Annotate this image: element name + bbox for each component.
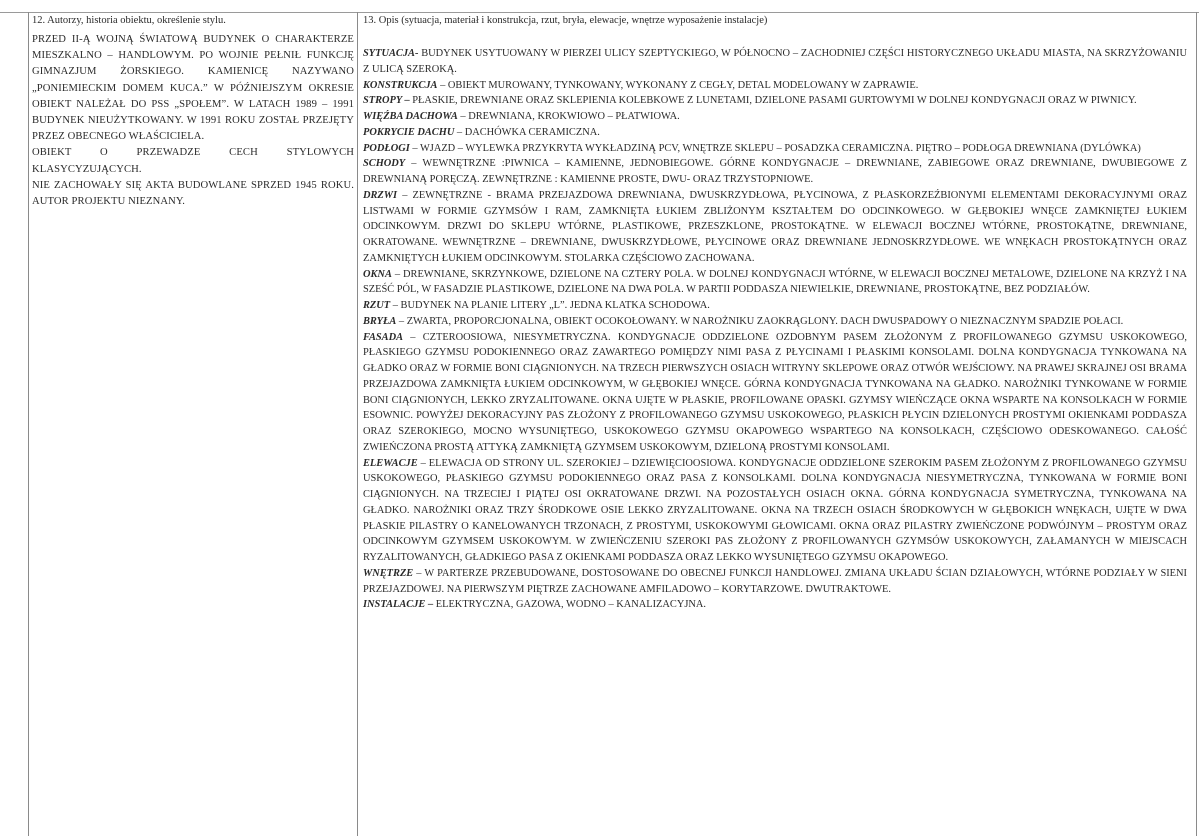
section-pokrycie-dachu (363, 125, 1187, 141)
section-podlogi (363, 141, 1187, 157)
section-label: WNĘTRZE (363, 567, 414, 579)
table-top-border (0, 12, 1199, 13)
style-paragraph: OBIEKT O PRZEWADZE CECH STYLOWYCH KLASYCYZUJĄCYCH. (32, 147, 354, 175)
section-text: – BUDYNEK NA PLANIE LITERY „L”. JEDNA KLATKA SCHODOWA. (390, 300, 710, 311)
section-text: ELEKTRYCZNA, GAZOWA, WODNO – KANALIZACYJNA. (433, 599, 706, 611)
section-text: – CZTEROOSIOWA, NIESYMETRYCZNA. KONDYGNACJE ODDZIELONE OZDOBNYM PASEM ZŁOŻONYM Z PROFILOWANEGO GZYMSU USKOKOWEGO, PŁASKIEGO GZYMSU PODOKIENNEGO ORAZ ZAWARTEGO POMIĘDZY NIMI PASA Z PŁYCINAMI I PŁASKIMI KONSOLAMI. DOLNA KONDYGNACJA TYNKOWANA NA GŁADKO ORAZ W FORMIE BONI CIĄGNIONYCH. NA TRZECH PIERWSZYCH OSIACH WITRYNY SKLEPOWE ORAZ OTWÓR WEJŚCIOWY. NA PRAWEJ SKRAJNEJ OSI BRAMA PRZEJAZDOWA ZAMKNIĘTA ŁUKIEM ODCINKOWYM, W GŁĘBOKIEJ WNĘCE. GÓRNA KONDYGNACJA TYNKOWANA NA GŁADKO. NAROŻNIKI TYNKOWANE W FORMIE BONI CIĄGNIONYCH, LEKKO ZRYZALITOWANE. OKNA UJĘTE W PŁASKIE, PROFILOWANE OPASKI. GZYMSY WIEŃCZĄCE OKNA WSPARTE NA KONSOLKACH W FORMIE ESOWNIC. POWYŻEJ DEKORACYJNY PAS ZŁOŻONY Z PROFILOWANEGO GZYMSU USKOKOWEGO, PŁASKICH PŁYCIN DZIELONYCH PROSTYMI OKIENKAMI PODDASZA ORAZ SZEROKIEGO, MOCNO WYSUNIĘTEGO, USKOKOWEGO GZYMSU OKAPOWEGO WSPARTEGO NA KONSOLKACH, CZĘŚCIOWO ODESKOWANEGO. CAŁOŚĆ ZWIEŃCZONA PROSTĄ ATTYKĄ ZAMKNIĘTĄ GZYMSEM USKOKOWYM, DZIELONĄ PROSTYMI KONSOLAMI. (363, 331, 1187, 453)
section-label: POKRYCIE DACHU (363, 126, 455, 138)
column-divider (357, 12, 358, 836)
section-label: BRYŁA (363, 315, 397, 327)
section-text: – ELEWACJA OD STRONY UL. SZEROKIEJ – DZIEWIĘCIOOSIOWA. KONDYGNACJE ODDZIELONE SZEROKIM PASEM ZŁOŻONYM Z PROFILOWANEGO GZYMSU USKOKOWEGO, PŁASKIEGO GZYMSU PODOKIENNEGO ORAZ PASA Z KONSOLKAMI. DOLNA KONDYGNACJA NIESYMETRYCZNA, TYNKOWANA W FORMIE BONI CIĄGNIONYCH. NA TRZECIEJ I PIĄTEJ OSI OKRATOWANE DRZWI. NA POZOSTAŁYCH OSIACH OKNA. GÓRNA KONDYGNACJA SYMETRYCZNA, TYNKOWANA NA GŁADKO. NAROŻNIKI ORAZ TRZY ŚRODKOWE OSIE LEKKO ZRYZALITOWANE. OKNA NA TRZECH OSIACH ŚRODKOWYCH W GŁĘBOKICH WNĘKACH, UJĘTE W DWA PŁASKIE PILASTRY O KANELOWANYCH TRZONACH, Z PROSTYMI, USKOKOWYMI GŁOWICAMI. OKNA ORAZ PILASTRY ZWIEŃCZONE PODWÓJNYM – PROSTYM ORAZ ODCINKOWYM GZYMSEM USKOKOWYM. W ZWIEŃCZENIU SZEROKI PAS ZŁOŻONY Z PROFILOWANYCH GZYMSÓW USKOKOWYCH, ZAŁAMANYCH W MIEJSCACH RYZALITOWANYCH, GŁADKIEGO PASA Z OKIENKAMI PODDASZA ORAZ LEKKO WYSUNIĘTEGO GZYMSU OKAPOWEGO. (363, 457, 1187, 563)
section-konstrukcja (363, 78, 1187, 94)
section-label: SYTUACJA- (363, 48, 419, 59)
section-text: – W PARTERZE PRZEBUDOWANE, DOSTOSOWANE DO OBECNEJ FUNKCJI HANDLOWEJ. ZMIANA UKŁADU ŚCIAN DZIAŁOWYCH, WTÓRNE PODZIAŁY W SIENI PRZEJAZDOWEJ. NA PIERWSZYM PIĘTRZE ZACHOWANE AMFILADOWO – KORYTARZOWE. DWUTRAKTOWE. (363, 567, 1187, 595)
section-text: – ZWARTA, PROPORCJONALNA, OBIEKT OCOKOŁOWANY. W NAROŻNIKU ZAOKRĄGLONY. DACH DWUSPADOWY O NIEZNACZNYM SPADZIE POŁACI. (396, 315, 1124, 327)
section-label: DRZWI (363, 189, 398, 201)
section-schody (363, 156, 1187, 188)
table-left-border (28, 12, 29, 836)
archive-paragraph: NIE ZACHOWAŁY SIĘ AKTA BUDOWLANE SPRZED 1945 ROKU. AUTOR PROJEKTU NIEZNANY. (32, 179, 354, 208)
section-label: FASADA (363, 331, 404, 343)
column-13-heading: 13. Opis (sytuacja, materiał i konstrukcja, rzut, bryła, elewacje, wnętrze wyposażenie instalacje) (363, 15, 768, 26)
section-label: OKNA (363, 268, 392, 280)
column-12-heading: 12. Autorzy, historia obiektu, określenie stylu. (32, 15, 226, 26)
section-text: BUDYNEK USYTUOWANY W PIERZEI ULICY SZEPTYCKIEGO, W PÓŁNOCNO – ZACHODNIEJ CZĘŚCI HISTORYCZNEGO UKŁADU MIASTA, NA SKRZYŻOWANIU Z ULICĄ SZEROKĄ. (363, 48, 1187, 75)
section-bryla (363, 314, 1187, 330)
section-label: SCHODY (363, 158, 406, 170)
table-right-border (1196, 12, 1197, 836)
history-paragraph: PRZED II-Ą WOJNĄ ŚWIATOWĄ BUDYNEK O CHARAKTERZE MIESZKALNO – HANDLOWYM. PO WOJNIE PEŁNIŁ FUNKCJĘ GIMNAZJUM ŻORSKIEGO. KAMIENICĘ NAZYWANO „PONIEMIECKIM DOMEM KUCA.” W PÓŹNIEJSZYM OKRESIE OBIEKT NALEŻAŁ DO PSS „SPOŁEM”. W LATACH 1989 – 1991 BUDYNEK NIEUŻYTKOWANY. W 1991 ROKU ZOSTAŁ PRZEJĘTY PRZEZ OBECNEGO WŁAŚCICIELA. (32, 34, 354, 143)
section-label: KONSTRUKCJA (363, 79, 438, 91)
section-okna (363, 267, 1187, 299)
section-wiezba-dachowa (363, 109, 1187, 125)
section-text: – DREWNIANA, KROKWIOWO – PŁATWIOWA. (457, 111, 680, 122)
section-text: – WJAZD – WYLEWKA PRZYKRYTA WYKŁADZINĄ PCV, WNĘTRZE SKLEPU – POSADZKA CERAMICZNA. PIĘTRO – PODŁOGA DREWNIANA (DYLÓWKA) (409, 142, 1141, 154)
column-13-description (363, 14, 1187, 613)
section-stropy (363, 93, 1187, 109)
section-label: INSTALACJE – (363, 599, 434, 611)
column-12-body (32, 32, 354, 210)
section-text: – OBIEKT MUROWANY, TYNKOWANY, WYKONANY Z CEGŁY, DETAL MODELOWANY W ZAPRAWIE. (437, 79, 919, 91)
section-label: RZUT (363, 300, 391, 311)
section-instalacje (363, 597, 1187, 613)
column-12-authors-history (32, 14, 354, 210)
heading-spacer (363, 32, 1187, 46)
section-label: STROPY – (363, 95, 410, 107)
section-drzwi (363, 188, 1187, 267)
section-text: – DREWNIANE, SKRZYNKOWE, DZIELONE NA CZTERY POLA. W DOLNEJ KONDYGNACJI WTÓRNE, W ELEWACJI BOCZNEJ METALOWE, DZIELONE NA KRZYŻ I NA SZEŚĆ PÓL, W FASADZIE PLASTIKOWE, DZIELONE NA DWA POLA. W PARTII PODDASZA NIEWIELKIE, DREWNIANE, PROSTOKĄTNE, BEZ PODZIAŁÓW. (363, 268, 1187, 296)
section-wnetrze (363, 566, 1187, 598)
section-text: – DACHÓWKA CERAMICZNA. (454, 126, 600, 138)
section-text: – WEWNĘTRZNE :PIWNICA – KAMIENNE, JEDNOBIEGOWE. GÓRNE KONDYGNACJE – DREWNIANE, ZABIEGOWE ORAZ DREWNIANE, DWUBIEGOWE Z DREWNIANĄ PORĘCZĄ. ZEWNĘTRZNE : KAMIENNE PROSTE, DWU- ORAZ TRZYSTOPNIOWE. (363, 158, 1187, 185)
section-label: ELEWACJE (363, 457, 418, 469)
section-elewacje (363, 456, 1187, 566)
section-fasada (363, 330, 1187, 456)
section-text: PŁASKIE, DREWNIANE ORAZ SKLEPIENIA KOLEBKOWE Z LUNETAMI, DZIELONE PASAMI GURTOWYMI W DOLNEJ KONDYGNACJI ORAZ W PIWNICY. (409, 95, 1137, 107)
section-text: – ZEWNĘTRZNE - BRAMA PRZEJAZDOWA DREWNIANA, DWUSKRZYDŁOWA, PŁYCINOWA, Z PŁASKORZEŹBIONYMI ELEMENTAMI DEKORACYJNYMI ORAZ LISTWAMI W FORMIE GZYMSÓW I RAM, ZAMKNIĘTA ŁUKIEM ZBLIŻONYM KSZTAŁTEM DO ODCINKOWEGO. W GŁĘBOKIEJ WNĘCE ZAMKNIĘTEJ ŁUKIEM ODCINKOWYM. DRZWI DO SKLEPU WTÓRNE, PLASTIKOWE, PRZESZKLONE, PROSTOKĄTNE. W ELEWACJI BOCZNEJ WTÓRNE, PROSTOKĄTNE, DREWNIANE, OKRATOWANE. WEWNĘTRZNE – DREWNIANE, DWUSKRZYDŁOWE, PŁYCINOWE ORAZ DREWNIANE JEDNOSKRZYDŁOWE. WE WNĘKACH PROSTOKĄTNYCH ORAZ ZAMKNIĘTYCH ŁUKIEM ODCINKOWYM. STOLARKA CZĘŚCIOWO ZACHOWANA. (363, 189, 1187, 264)
section-rzut (363, 298, 1187, 314)
section-sytuacja (363, 46, 1187, 78)
section-label: WIĘŹBA DACHOWA (363, 111, 458, 122)
section-label: PODŁOGI (363, 142, 410, 154)
